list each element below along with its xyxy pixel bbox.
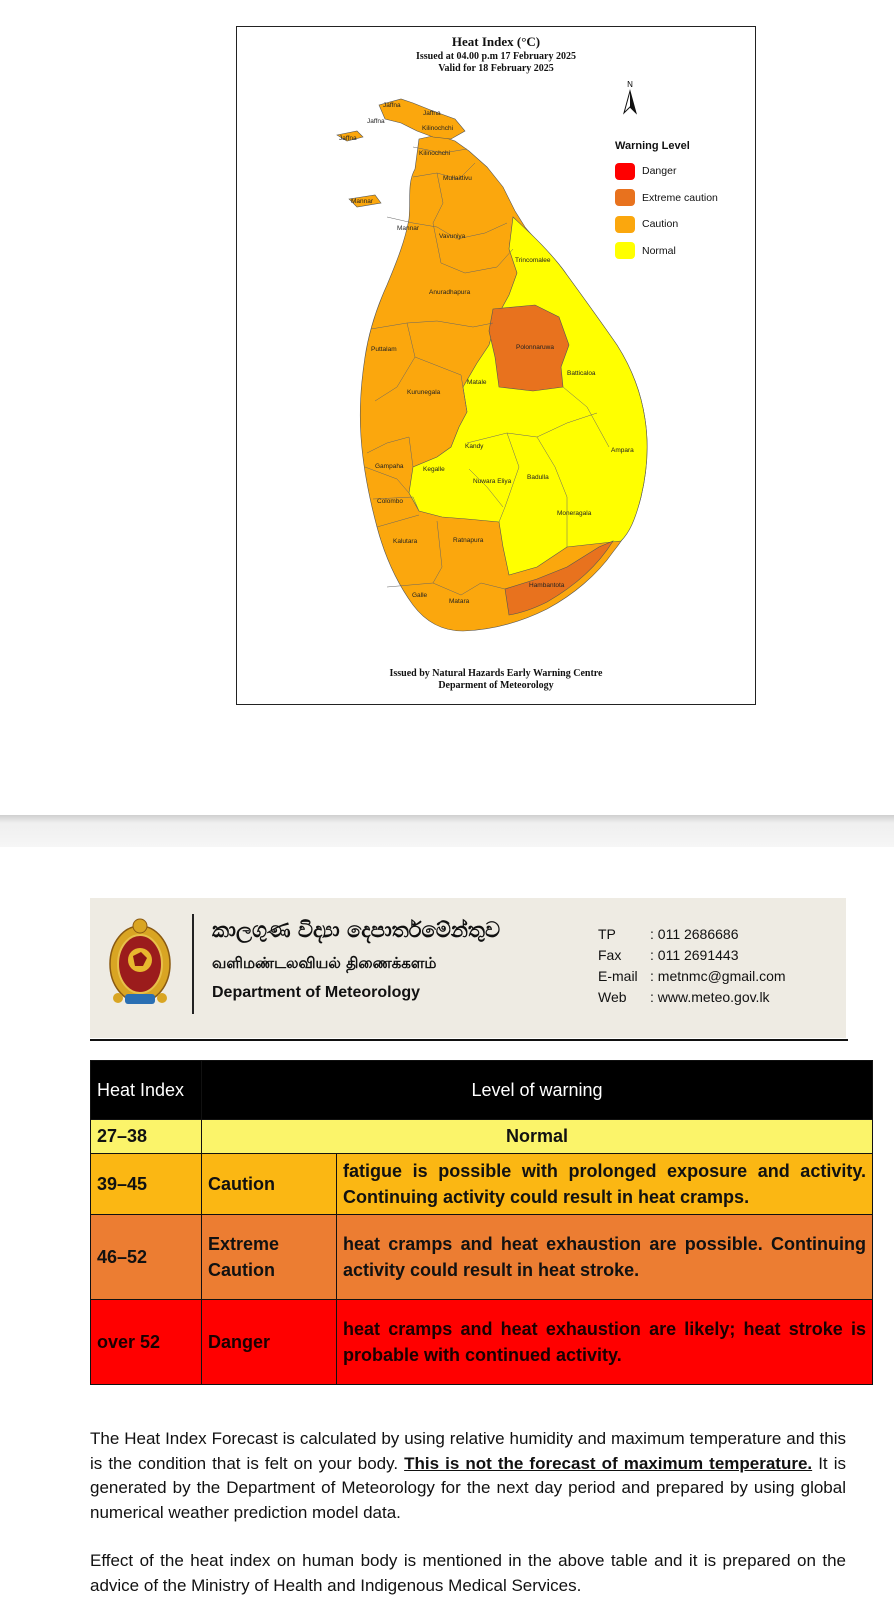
district-label: Nuwara Eliya (473, 478, 512, 485)
district-label: Batticaloa (567, 370, 596, 377)
department-name-tamil: வளிமண்டலவியல் திணைக்களம் (212, 954, 437, 972)
district-label: Jaffna (423, 110, 441, 117)
map-title: Heat Index (°C) (451, 34, 541, 49)
legend-swatch (615, 189, 635, 206)
legend-label: Extreme caution (642, 191, 718, 204)
table-row (91, 1215, 873, 1300)
legend-item-danger (615, 161, 718, 181)
contact-phone (598, 924, 786, 945)
heat-range: 27–38 (91, 1120, 202, 1154)
warning-description: fatigue is possible with prolonged exposure and activity. Continuing activity could result in heat cramps. (337, 1154, 873, 1215)
letterhead (90, 898, 846, 1038)
letterhead-divider (192, 914, 194, 1014)
district-label: Mannar (351, 198, 374, 205)
contact-fax (598, 945, 786, 966)
district-label: Vavuniya (439, 233, 466, 240)
legend-label: Normal (642, 244, 676, 257)
district-label: Matale (467, 379, 487, 386)
heat-range: 39–45 (91, 1154, 202, 1215)
district-label: Ampara (611, 447, 634, 454)
district-label: Mullaittivu (443, 175, 472, 182)
district-label: Mannar (397, 225, 420, 232)
map-legend (615, 140, 718, 267)
contact-email (598, 966, 786, 987)
district-label: Kandy (465, 443, 484, 450)
north-label: N (627, 80, 633, 89)
table-row (91, 1154, 873, 1215)
district-label: Kegalle (423, 466, 445, 473)
district-label: Polonnaruwa (516, 344, 554, 351)
footer-issuer: Issued by Natural Hazards Early Warning Centre (389, 668, 603, 679)
legend-item-caution (615, 214, 718, 234)
warning-description: heat cramps and heat exhaustion are possible. Continuing activity could result in heat stroke. (337, 1215, 873, 1300)
district-label: Moneragala (557, 510, 592, 517)
note-text: The Heat Index Forecast is calculated by using relative humidity and maximum temperature and this is the condition that is felt on your body. (90, 1429, 846, 1473)
legend-item-normal (615, 241, 718, 261)
contact-key: Fax (598, 947, 622, 963)
header-level-of-warning: Level of warning (202, 1061, 873, 1120)
contact-value: : metnmc@gmail.com (650, 968, 786, 984)
warning-level: Danger (202, 1300, 337, 1385)
district-label: Kurunegala (407, 389, 441, 396)
warning-description: heat cramps and heat exhaustion are likely; heat stroke is probable with continued activity. (337, 1300, 873, 1385)
district-label: Jaffna (383, 102, 401, 109)
legend-swatch (615, 163, 635, 180)
legend-swatch (615, 242, 635, 259)
legend-label: Danger (642, 165, 677, 177)
district-label: Galle (412, 592, 428, 599)
note-text: It is generated by the Department of Meteorology for the next day period and prepared by using global numerical weather prediction model data. (90, 1453, 846, 1522)
district-label: Gampaha (375, 463, 404, 470)
note-heat-index-explanation (90, 1427, 846, 1525)
map-footer (237, 668, 755, 692)
district-label: Kilinochchi (419, 150, 451, 157)
map-issued-time: Issued at 04.00 p.m 17 February 2025 (415, 51, 576, 62)
contact-key: E-mail (598, 968, 638, 984)
department-name-english: Department of Meteorology (212, 984, 421, 1001)
contact-key: TP (598, 926, 616, 942)
letterhead-rule (90, 1039, 848, 1041)
contact-value: : 011 2686686 (650, 926, 739, 942)
contact-value: : 011 2691443 (650, 947, 739, 963)
contact-value: : www.meteo.gov.lk (650, 989, 770, 1005)
district-label: Matara (449, 598, 470, 605)
district-label: Anuradhapura (429, 289, 471, 296)
district-label: Badulla (527, 474, 549, 481)
heat-index-map (236, 26, 756, 705)
district-label: Jaffna (367, 118, 385, 125)
contact-details (598, 924, 786, 1008)
district-label: Ratnapura (453, 537, 484, 544)
district-label: Puttalam (371, 346, 397, 353)
legend-swatch (615, 216, 635, 233)
district-label: Kilinochchi (422, 125, 454, 132)
warning-level: Caution (202, 1154, 337, 1215)
map-valid-date: Valid for 18 February 2025 (438, 63, 554, 74)
header-heat-index: Heat Index (91, 1061, 202, 1120)
page-separator (0, 815, 894, 847)
note-health-effects: Effect of the heat index on human body is mentioned in the above table and it is prepared on the advice of the Ministry of Health and Indigenous Medical Services. (90, 1551, 846, 1595)
department-name-sinhala: කාලගුණ විද්‍යා දෙපාර්තමේන්තුව (212, 918, 501, 942)
warning-level: Extreme Caution (202, 1215, 337, 1300)
district-label: Hambantota (529, 582, 565, 589)
district-label: Jaffna (339, 135, 357, 142)
heat-range: over 52 (91, 1300, 202, 1385)
sri-lanka-district-map (237, 27, 757, 706)
heat-index-table (90, 1060, 873, 1385)
district-label: Colombo (377, 498, 404, 505)
national-emblem-icon (107, 916, 173, 1008)
table-row (91, 1300, 873, 1385)
contact-web (598, 987, 786, 1008)
table-header-row (91, 1061, 873, 1120)
note-emphasis: This is not the forecast of maximum temperature. (404, 1453, 813, 1473)
district-label: Kalutara (393, 538, 418, 545)
legend-title: Warning Level (615, 140, 690, 152)
legend-label: Caution (642, 218, 679, 230)
heat-range: 46–52 (91, 1215, 202, 1300)
table-row (91, 1120, 873, 1154)
district-label: Trincomalee (515, 257, 551, 264)
legend-item-extreme-caution (615, 188, 718, 208)
footer-department: Deparment of Meteorology (438, 680, 554, 691)
contact-key: Web (598, 989, 627, 1005)
warning-level: Normal (202, 1120, 873, 1154)
